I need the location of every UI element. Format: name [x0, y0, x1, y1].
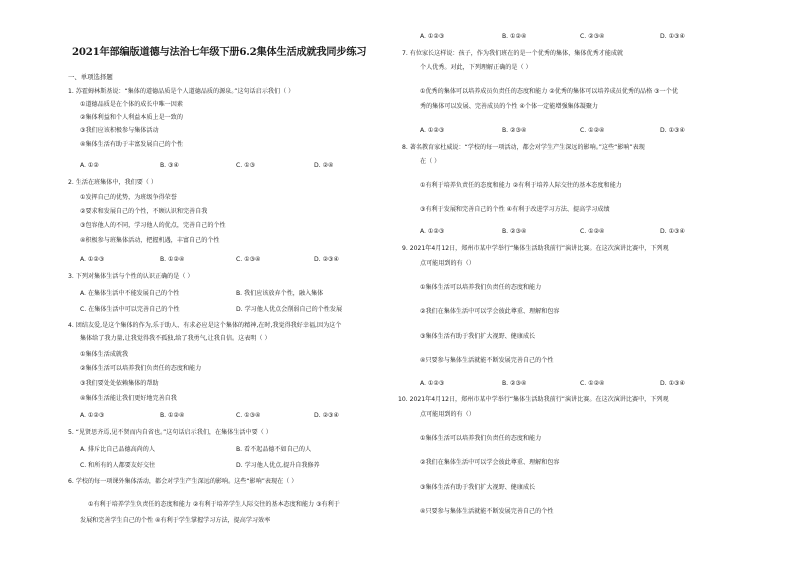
- q4-statement-3: ③我们要处处依赖集体的帮助: [80, 380, 159, 387]
- q1-statement-3: ③我们应该积极参与集体活动: [80, 127, 159, 134]
- q7-statements-line-2: 秀的集体可以发展、完善成员的个性 ④个体一定能增强集体凝聚力: [420, 103, 599, 110]
- q7-stem-line-2: 个人优秀。对此，下列理解正确的是（ ）: [420, 64, 532, 71]
- q3-stem: 3. 下列对集体生活与个性的认识正确的是（ ）: [68, 273, 194, 280]
- q8-statements-line-2: ③有利于发展和完善自己的个性 ④有利于改进学习方法、提高学习成绩: [420, 206, 610, 213]
- q10-stem-line-2: 点可能用到的有（）: [420, 411, 475, 418]
- q9-stem-line-1: 9. 2021年4月12日，郑州市某中学举行“集体生活助我前行”演讲比赛。在这次演讲比赛中，下列观: [402, 245, 669, 252]
- q10-stem-line-1: 10. 2021年4月12日，郑州市某中学举行“集体生活助我前行”演讲比赛。在这次演讲比赛中，下列观: [398, 396, 669, 403]
- q6-option-d[interactable]: D. ①③④: [660, 33, 685, 40]
- q3-option-d[interactable]: D. 学习他人优点会削弱自己的个性发展: [236, 306, 343, 313]
- q2-statement-3: ③包容他人的不同，学习他人的优点，完善自己的个性: [80, 222, 226, 229]
- q6-option-b[interactable]: B. ①②④: [502, 33, 527, 40]
- q4-option-d[interactable]: D. ②③④: [314, 412, 339, 419]
- q2-statement-1: ①发挥自己的优势，为班级争得荣誉: [80, 194, 177, 201]
- q9-option-c[interactable]: C. ①②④: [580, 380, 605, 387]
- q5-option-a[interactable]: A. 排斥比自己品德高尚的人: [80, 446, 155, 453]
- q2-statement-2: ②要求和发展自己的个性，不顾认识和完善自我: [80, 208, 208, 215]
- q6-stem: 6. 学校的每一项课外集体活动，都会对学生产生深远的影响。这些“影响”表现在（ ）: [68, 478, 298, 485]
- q5-option-c[interactable]: C. 和所有的人都要友好交往: [80, 462, 156, 469]
- q10-statement-3: ③集体生活有助于我们扩大视野、健康成长: [420, 484, 536, 491]
- q8-option-d[interactable]: D. ①③④: [660, 228, 685, 235]
- q2-stem: 2. 生活在班集体中，我们要（ ）: [68, 179, 157, 186]
- q9-statement-2: ②我们在集体生活中可以学会彼此尊重、理解和包容: [420, 308, 560, 315]
- q9-statement-1: ①集体生活可以培养我们负责任的态度和能力: [420, 284, 542, 291]
- q4-option-c[interactable]: C. ①③④: [236, 412, 261, 419]
- q6-option-a[interactable]: A. ①②③: [420, 33, 445, 40]
- q2-statement-4: ④积极参与班集体活动，把握机遇，丰富自己的个性: [80, 237, 220, 244]
- q2-option-b[interactable]: B. ①②④: [160, 256, 185, 263]
- q1-stem: 1. 苏霍姆林斯基说：“集体的道德品质是个人道德品质的源泉。”这句话启示我们（ ）: [68, 88, 295, 95]
- q7-option-d[interactable]: D. ①③④: [660, 127, 685, 134]
- q4-option-b[interactable]: B. ①②④: [160, 412, 185, 419]
- q6-statements-line-1: ①有利于培养学生负责任的态度和能力 ②有利于培养学生人际交往的基本态度和能力 ③有利于: [88, 501, 340, 508]
- q4-statement-1: ①集体生活成就我: [80, 351, 129, 358]
- q1-option-b[interactable]: B. ③④: [160, 162, 179, 169]
- q3-option-b[interactable]: B. 我们应该放弃个性，融入集体: [236, 290, 324, 297]
- q7-stem-line-1: 7. 有位家长这样说：孩子，作为我们班在的是一个优秀的集体，集体优秀才能成就: [402, 50, 624, 57]
- q1-option-a[interactable]: A. ①②: [80, 162, 99, 169]
- q9-option-d[interactable]: D. ①③④: [660, 380, 685, 387]
- q1-statement-1: ①道德品质是在个体的成长中唯一因素: [80, 101, 183, 108]
- q8-statements-line-1: ①有利于培养负责任的态度和能力 ②有利于培养人际交往的基本态度和能力: [420, 182, 622, 189]
- q1-option-c[interactable]: C. ①③: [236, 162, 256, 169]
- q9-statement-4: ④只要参与集体生活就能不断发展完善自己的个性: [420, 357, 554, 364]
- q9-statement-3: ③集体生活有助于我们扩大视野、健康成长: [420, 333, 536, 340]
- q8-option-b[interactable]: B. ②③④: [502, 228, 527, 235]
- q8-stem-line-1: 8. 著名教育家杜威说：“学校的每一项活动，都会对学生产生深远的影响。”这些“影响”表现: [402, 144, 645, 151]
- q1-option-d[interactable]: D. ②④: [314, 162, 334, 169]
- q5-option-d[interactable]: D. 学习他人优点,提升自我修养: [236, 462, 320, 469]
- q9-stem-line-2: 点可能用到的有（）: [420, 260, 475, 267]
- q10-statement-2: ②我们在集体生活中可以学会彼此尊重、理解和包容: [420, 459, 560, 466]
- q2-option-c[interactable]: C. ①③④: [236, 256, 261, 263]
- q3-option-a[interactable]: A. 在集体生活中不能发展自己的个性: [80, 290, 180, 297]
- q4-statement-4: ④集体生活能让我们更好地完善自我: [80, 395, 177, 402]
- q10-statement-1: ①集体生活可以培养我们负责任的态度和能力: [420, 435, 542, 442]
- q4-statement-2: ②集体生活可以培养我们负责任的态度和能力: [80, 365, 202, 372]
- q4-option-a[interactable]: A. ①②③: [80, 412, 105, 419]
- q3-option-c[interactable]: C. 在集体生活中可以完善自己的个性: [80, 306, 180, 313]
- q9-option-a[interactable]: A. ①②③: [420, 380, 445, 387]
- q10-statement-4: ④只要参与集体生活就能不断发展完善自己的个性: [420, 508, 554, 515]
- q1-statement-2: ②集体利益和个人利益本质上是一致的: [80, 114, 183, 121]
- q8-stem-line-2: 在（ ）: [420, 158, 441, 165]
- q4-stem-line-2: 集体给了我力量,让我觉得我不孤独,给了我勇气,让我自信。这表明（ ）: [80, 335, 271, 342]
- q6-statements-line-2: 发展和完善学生自己的个性 ④有利于学生掌握学习方法，提高学习效率: [80, 517, 271, 524]
- q7-option-a[interactable]: A. ①②③: [420, 127, 445, 134]
- q7-option-c[interactable]: C. ①②④: [580, 127, 605, 134]
- section-heading: 一、单项选择题: [68, 73, 113, 81]
- q2-option-a[interactable]: A. ①②③: [80, 256, 105, 263]
- q7-statements-line-1: ①优秀的集体可以培养成员负责任的态度和能力 ②优秀的集体可以培养成员优秀的品格 ③一个优: [420, 88, 678, 95]
- q5-stem: 5. “见贤思齐焉,见不贤而内自省也。”这句话启示我们，在集体生活中要（ ）: [68, 429, 272, 436]
- q8-option-c[interactable]: C. ①②④: [580, 228, 605, 235]
- q4-stem-line-1: 4. 团结友爱,是这个集体的作为,乐于助人、有求必应是这个集体的精神,在时,我觉得我好幸福,因为这个: [68, 322, 342, 329]
- q7-option-b[interactable]: B. ②③④: [502, 127, 527, 134]
- q8-option-a[interactable]: A. ①②③: [420, 228, 445, 235]
- document-title: 2021年部编版道德与法治七年级下册6.2集体生活成就我同步练习: [72, 46, 367, 58]
- q2-option-d[interactable]: D. ②③④: [314, 256, 339, 263]
- q1-statement-4: ④集体生活有助于丰富发展自己的个性: [80, 141, 183, 148]
- q6-option-c[interactable]: C. ②③④: [580, 33, 605, 40]
- q5-option-b[interactable]: B. 看不起品德不如自己的人: [236, 446, 312, 453]
- q9-option-b[interactable]: B. ②③④: [502, 380, 527, 387]
